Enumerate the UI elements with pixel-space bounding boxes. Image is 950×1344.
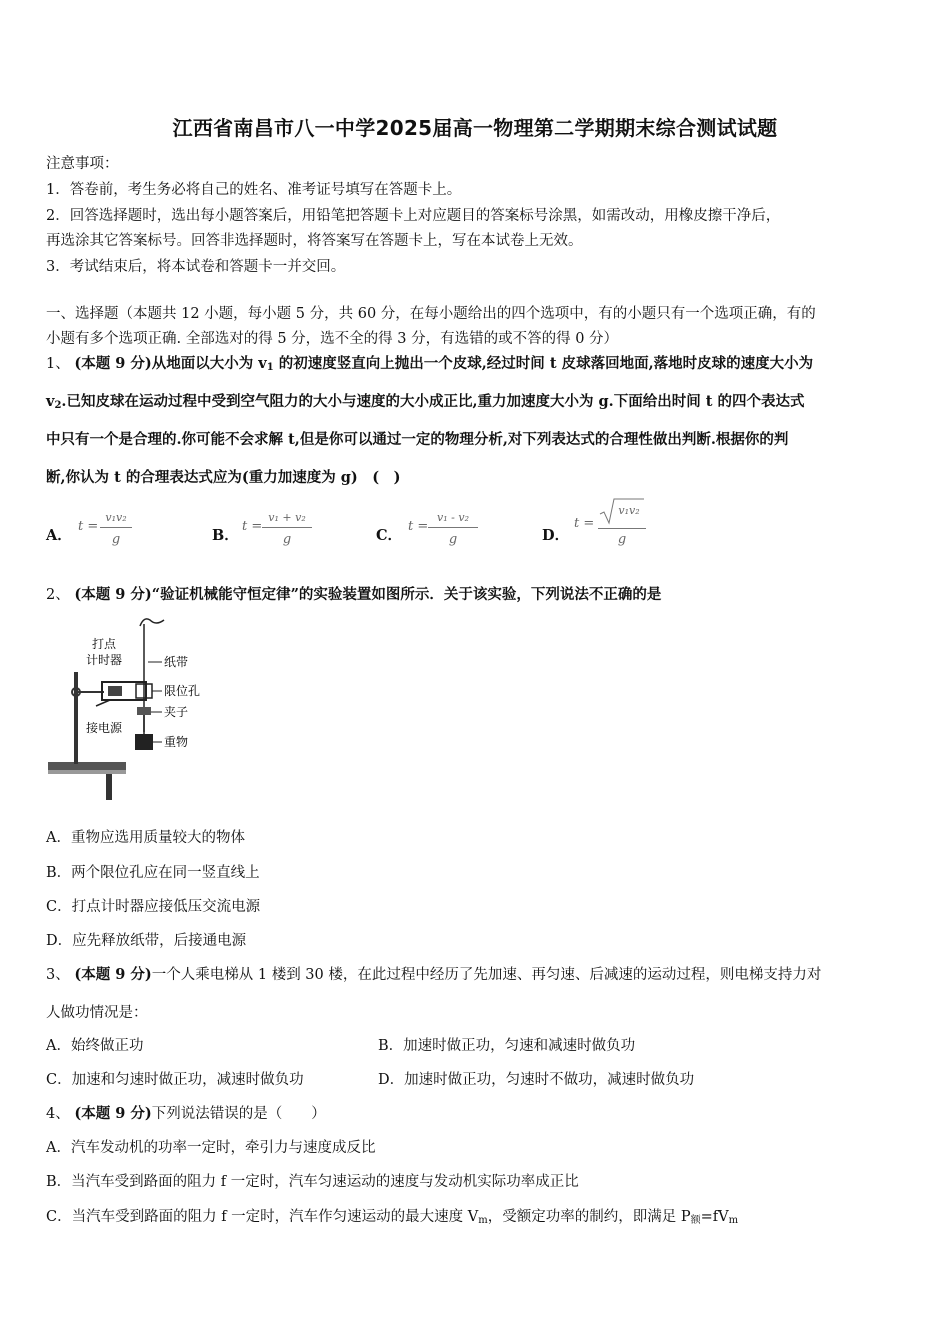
q3-option-a: A．始终做正功 [46, 1038, 144, 1054]
q1-option-c-denominator: g [448, 532, 458, 547]
q4-line-1 [46, 1102, 326, 1123]
notice-item-2: 2．回答选择题时，选出每小题答案后，用铅笔把答题卡上对应题目的答案标号涂黑，如需改动，用橡皮擦干净后， [46, 208, 781, 224]
section-instructions-1: 一、选择题（本题共 12 小题，每小题 5 分，共 60 分，在每小题给出的四个选项中，有的小题只有一个选项正确，有的 [46, 306, 816, 322]
weight-block [135, 734, 153, 750]
q3-stem: 一个人乘电梯从 1 楼到 30 楼，在此过程中经历了先加速、再匀速、后减速的运动过程，则电梯支持力对 [151, 967, 822, 983]
q4-option-c-sub-rated: 额 [690, 1215, 701, 1226]
q2-stem: “验证机械能守恒定律”的实验装置如图所示．关于该实验，下列说法不正确的是 [151, 586, 662, 603]
q1-option-a-lhs: t = [78, 519, 99, 534]
q2-option-b: B．两个限位孔应在同一竖直线上 [46, 865, 260, 881]
table-leg [106, 774, 112, 800]
q1-option-b-fraction-bar [262, 527, 312, 528]
q1-option-c-fraction-bar [428, 527, 478, 528]
q3-points: (本题 9 分) [74, 966, 152, 983]
base-plate [48, 762, 126, 770]
q1-option-b-denominator: g [282, 532, 292, 547]
q3-line-2: 人做功情况是： [46, 1005, 148, 1021]
q1-option-a-denominator: g [111, 532, 121, 547]
q3-option-b: B．加速时做正功，匀速和减速时做负功 [378, 1038, 636, 1054]
q3-option-c: C．加速和匀速时做正功，减速时做负功 [46, 1072, 304, 1088]
q1-points: (本题 9 分) [74, 355, 152, 372]
q1-number: 1、 [46, 356, 70, 372]
q1-option-c-label: C． [376, 527, 403, 544]
q1-line-4: 断,你认为 t 的合理表达式应为(重力加速度为 g) ( ) [46, 469, 401, 486]
q2-option-c: C．打点计时器应接低压交流电源 [46, 899, 261, 915]
q1-line-1 [46, 352, 813, 373]
timer-coil [108, 686, 122, 696]
q1-option-b-numerator: v₁ + v₂ [268, 511, 306, 524]
q1-option-a-label: A． [46, 527, 72, 544]
section-instructions-2: 小题有多个选项正确. 全部选对的得 5 分，选不全的得 3 分，有选错的或不答的得 0 分） [46, 331, 619, 347]
clip [137, 707, 151, 715]
q4-points: (本题 9 分) [74, 1105, 152, 1122]
q1-option-d-fraction-bar [598, 528, 646, 529]
q1-option-d-denominator: g [617, 532, 627, 547]
q4-option-c [46, 1205, 738, 1226]
q1-text-cont: 的初速度竖直向上抛出一个皮球,经过时间 t 皮球落回地面,落地时皮球的速度大小为 [273, 355, 814, 372]
label-timer-1: 打点 [92, 637, 117, 651]
q4-number: 4、 [46, 1106, 70, 1122]
q1-option-d-lhs: t = [574, 516, 595, 531]
q4-option-c-text: C．当汽车受到路面的阻力 f 一定时，汽车作匀速运动的最大速度 V [46, 1209, 479, 1225]
q4-option-c-sub-m: m [478, 1215, 488, 1226]
q4-option-c-text-2: ，受额定功率的制约，即满足 P [487, 1209, 691, 1225]
q1-line-2 [46, 390, 805, 411]
q1-option-b-label: B． [212, 527, 239, 544]
label-timer-2: 计时器 [86, 653, 123, 667]
label-limit-hole: 限位孔 [164, 684, 201, 698]
q1-option-a-fraction-bar [100, 527, 132, 528]
page-title: 江西省南昌市八一中学2025届高一物理第二学期期末综合测试试题 [172, 116, 778, 140]
q1-sub-v1: 1 [266, 362, 274, 373]
table-edge [48, 770, 126, 774]
label-clip: 夹子 [164, 705, 189, 719]
label-power: 接电源 [86, 721, 123, 735]
q1-line-2-text: .已知皮球在运动过程中受到空气阻力的大小与速度的大小成正比,重力加速度大小为 g.下面给出时间 t 的四个表达式 [61, 393, 805, 410]
q3-line-1 [46, 963, 821, 984]
q1-v2: v [46, 393, 55, 410]
label-tape: 纸带 [164, 655, 189, 669]
notice-item-2-cont: 再选涂其它答案标号。回答非选择题时，将答案写在答题卡上，写在本试卷上无效。 [46, 233, 583, 249]
stand-rod [74, 672, 78, 764]
notice-item-3: 3．考试结束后，将本试卷和答题卡一并交回。 [46, 259, 346, 275]
q1-option-d-label: D． [542, 527, 570, 544]
q1-option-c-lhs: t = [408, 519, 429, 534]
q3-number: 3、 [46, 967, 70, 983]
q1-option-d-numerator: v₁v₂ [618, 504, 640, 517]
q1-line-3: 中只有一个是合理的.你可能不会求解 t,但是你可以通过一定的物理分析,对下列表达式的合理性做出判断.根据你的判 [46, 431, 789, 448]
notice-heading: 注意事项： [46, 156, 119, 172]
q2-option-d: D．应先释放纸带，后接通电源 [46, 933, 247, 949]
experiment-apparatus-figure [44, 612, 214, 804]
q2-number: 2、 [46, 587, 70, 603]
q4-option-b: B．当汽车受到路面的阻力 f 一定时，汽车匀速运动的速度与发动机实际功率成正比 [46, 1174, 579, 1190]
label-weight: 重物 [164, 735, 189, 749]
q1-option-b-lhs: t = [242, 519, 263, 534]
q2-points: (本题 9 分) [74, 586, 152, 603]
q1-sub-v2: 2 [54, 400, 62, 411]
notice-item-1: 1．答卷前，考生务必将自己的姓名、准考证号填写在答题卡上。 [46, 182, 462, 198]
q4-option-c-sub-m-2: m [728, 1215, 739, 1226]
q2-option-a: A．重物应选用质量较大的物体 [46, 830, 245, 846]
q4-option-a: A．汽车发动机的功率一定时，牵引力与速度成反比 [46, 1140, 376, 1156]
q1-option-a-numerator: v₁v₂ [105, 511, 127, 524]
q1-text: 从地面以大小为 v [151, 355, 267, 372]
q4-option-c-text-3: =fV [700, 1209, 729, 1225]
q2-line-1 [46, 583, 661, 604]
q4-stem: 下列说法错误的是（ ） [151, 1106, 326, 1122]
q3-option-d: D．加速时做正功，匀速时不做功，减速时做负功 [378, 1072, 695, 1088]
q1-option-c-numerator: v₁ - v₂ [437, 511, 469, 524]
